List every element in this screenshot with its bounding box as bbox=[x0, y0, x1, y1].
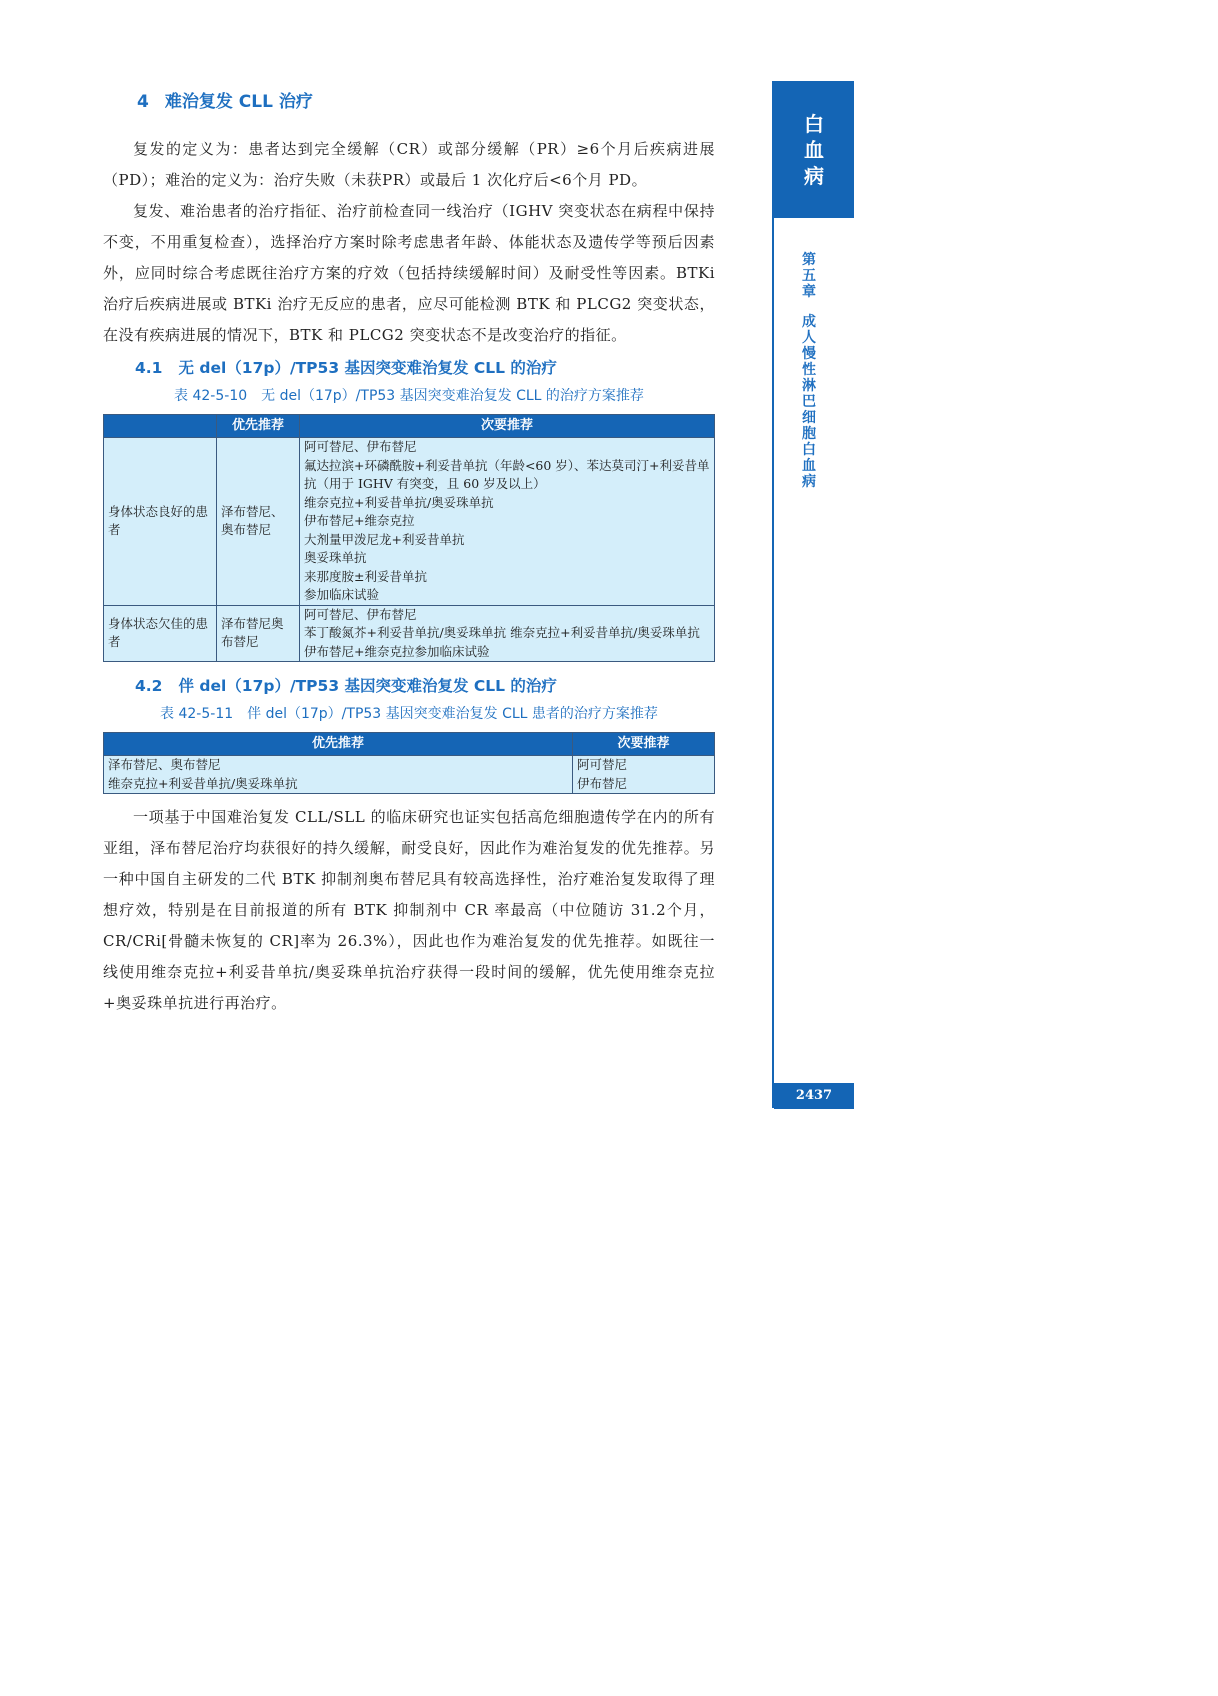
paragraph-clinical-study: 一项基于中国难治复发 CLL/SLL 的临床研究也证实包括高危细胞遗传学在内的所有亚组，泽布替尼治疗均获很好的持久缓解，耐受良好，因此作为难治复发的优先推荐。另一种中国自主研发的二代 BTK 抑制剂奥布替尼具有较高选择性，治疗难治复发取得了理想疗效，特别是在目前报道的所有 BTK 抑制剂中 CR 率最高（中位随访 31.2个月，CR/CRi[骨髓未恢复的 CR]率为 26.3%），因此也作为难治复发的优先推荐。如既往一线使用维奈克拉+利妥昔单抗/奥妥珠单抗治疗获得一段时间的缓解，优先使用维奈克拉+奥妥珠单抗进行再治疗。 bbox=[103, 808, 715, 1012]
table-header-row bbox=[104, 733, 715, 756]
regimen-line: 维奈克拉+利妥昔单抗/奥妥珠单抗 bbox=[108, 775, 298, 791]
regimen-line: 阿可替尼、伊布替尼 bbox=[304, 439, 417, 454]
regimen-line: 伊布替尼+维奈克拉参加临床试验 bbox=[304, 643, 490, 659]
section-heading bbox=[103, 90, 715, 114]
section-number: 4 bbox=[137, 92, 149, 112]
subsection-heading bbox=[103, 674, 715, 698]
regimen-line: 伊布替尼 bbox=[577, 775, 628, 791]
regimen-line: 维奈克拉+利妥昔单抗/奥妥珠单抗 bbox=[304, 494, 494, 510]
table-no-del17p bbox=[103, 414, 715, 662]
table-header-cell: 次要推荐 bbox=[300, 415, 715, 438]
table-header-cell bbox=[104, 415, 217, 438]
group-cell: 身体状态良好的患者 bbox=[104, 438, 217, 606]
paragraph-treatment: 复发、难治患者的治疗指征、治疗前检查同一线治疗（IGHV 突变状态在病程中保持不变，不用重复检查），选择治疗方案时除考虑患者年龄、体能状态及遗传学等预后因素外，应同时综合考虑既往治疗方案的疗效（包括持续缓解时间）及耐受性等因素。BTKi 治疗后疾病进展或 BTKi 治疗无反应的患者，应尽可能检测 BTK 和 PLCG2 突变状态，在没有疾病进展的情况下，BTK 和 PLCG2 突变状态不是改变治疗的指征。 bbox=[103, 202, 715, 344]
chapter-tab bbox=[774, 81, 854, 218]
subsection-number: 4.1 bbox=[135, 359, 163, 377]
chapter-title: 成人慢性淋巴细胞白血病 bbox=[802, 314, 816, 490]
regimen-line: 来那度胺±利妥昔单抗 bbox=[304, 568, 427, 584]
regimen-line: 参加临床试验 bbox=[304, 587, 380, 602]
regimen-line: 氟达拉滨+环磷酰胺+利妥昔单抗（年龄<60 岁）、苯达莫司汀+利妥昔单抗（用于 IGHV 有突变，且 60 岁及以上） bbox=[304, 457, 710, 491]
group-cell: 身体状态欠佳的患者 bbox=[104, 605, 217, 662]
tab-char: 血 bbox=[804, 138, 824, 162]
page-number: 2437 bbox=[774, 1083, 854, 1109]
table-header-cell: 优先推荐 bbox=[104, 733, 573, 756]
page-content bbox=[103, 90, 715, 1019]
table-caption: 表 42-5-10 无 del（17p）/TP53 基因突变难治复发 CLL 的治疗方案推荐 bbox=[174, 388, 644, 404]
table-row bbox=[104, 605, 715, 662]
preferred-cell: 泽布替尼奥布替尼 bbox=[217, 605, 300, 662]
table-header-cell: 优先推荐 bbox=[217, 415, 300, 438]
chapter-number: 第五章 bbox=[802, 252, 816, 300]
tab-char: 白 bbox=[804, 112, 824, 136]
regimen-line: 阿可替尼 bbox=[577, 757, 628, 772]
margin-rule bbox=[772, 81, 774, 1108]
tab-char: 病 bbox=[804, 164, 824, 188]
subsection-number: 4.2 bbox=[135, 677, 163, 695]
table-header-cell: 次要推荐 bbox=[573, 733, 715, 756]
paragraph-definition: 复发的定义为：患者达到完全缓解（CR）或部分缓解（PR）≥6个月后疾病进展（PD）；难治的定义为：治疗失败（未获PR）或最后 1 次化疗后<6个月 PD。 bbox=[103, 140, 715, 189]
table-header-row bbox=[104, 415, 715, 438]
preferred-cell: 泽布替尼、奥布替尼 bbox=[217, 438, 300, 606]
secondary-cell bbox=[573, 756, 715, 794]
section-title: 难治复发 CLL 治疗 bbox=[164, 92, 313, 112]
regimen-line: 大剂量甲泼尼龙+利妥昔单抗 bbox=[304, 531, 465, 547]
preferred-cell bbox=[104, 756, 573, 794]
table-caption: 表 42-5-11 伴 del（17p）/TP53 基因突变难治复发 CLL 患者的治疗方案推荐 bbox=[160, 706, 658, 722]
subsection-title: 伴 del（17p）/TP53 基因突变难治复发 CLL 的治疗 bbox=[178, 677, 557, 695]
regimen-line: 伊布替尼+维奈克拉 bbox=[304, 513, 415, 528]
regimen-line: 奥妥珠单抗 bbox=[304, 550, 367, 565]
table-row bbox=[104, 438, 715, 606]
subsection-heading bbox=[103, 356, 715, 380]
secondary-cell bbox=[300, 605, 715, 662]
table-row bbox=[104, 756, 715, 794]
secondary-cell bbox=[300, 438, 715, 606]
table-with-del17p bbox=[103, 732, 715, 794]
regimen-line: 阿可替尼、伊布替尼 bbox=[304, 606, 417, 622]
regimen-line: 泽布替尼、奥布替尼 bbox=[108, 757, 221, 772]
subsection-title: 无 del（17p）/TP53 基因突变难治复发 CLL 的治疗 bbox=[178, 359, 557, 377]
regimen-line: 苯丁酸氮芥+利妥昔单抗/奥妥珠单抗 维奈克拉+利妥昔单抗/奥妥珠单抗 bbox=[304, 625, 700, 640]
